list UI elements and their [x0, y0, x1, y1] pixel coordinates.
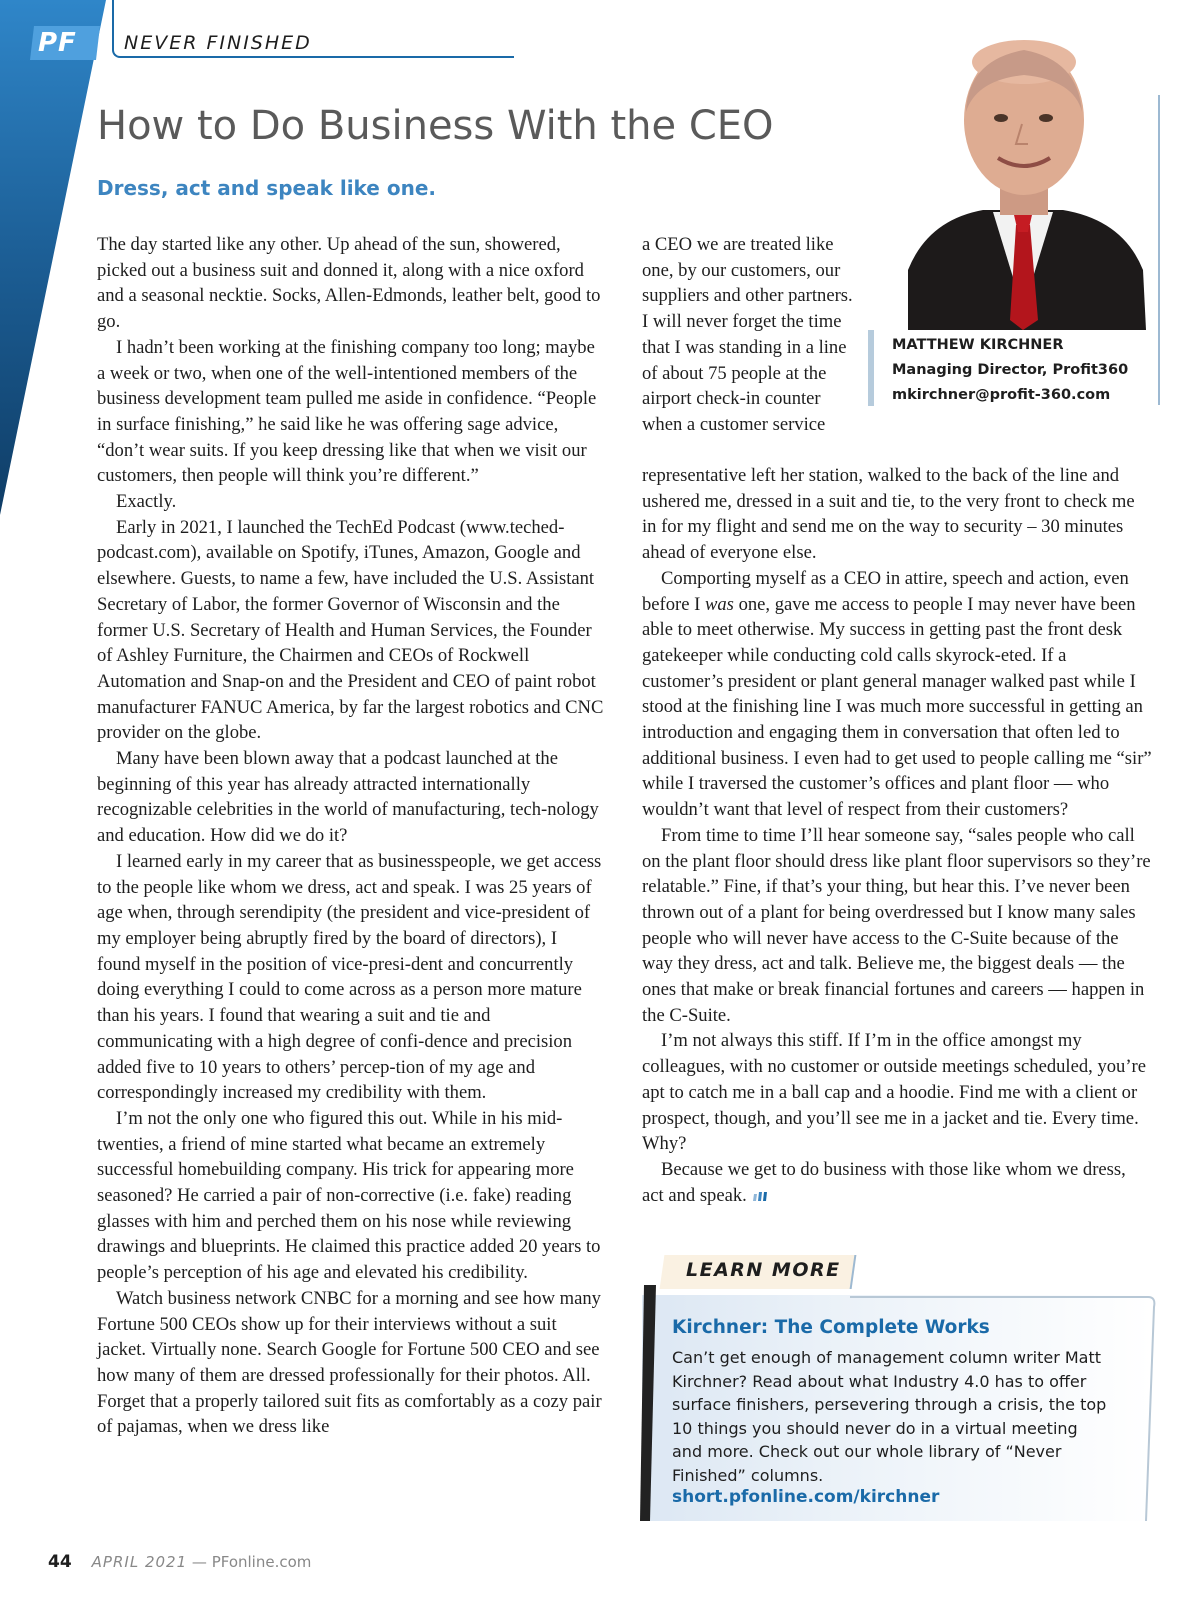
- paragraph: representative left her station, walked to the back of the line and ushered me, dressed in a suit and tie, to the very front to check me in for my flight and send me on the way to security – 30 minutes ahead of everyone else.: [642, 465, 1135, 564]
- paragraph: I’m not always this stiff. If I’m in the office amongst my colleagues, with no customer or outside meetings scheduled, you’re apt to catch me in a ball cap and a hoodie. Find me with a client or prospect, though, and you’ll see me in a jacket and tie. Every time. Why?: [642, 1030, 1146, 1155]
- left-blue-band: [0, 0, 110, 560]
- learn-more-link[interactable]: short.pfonline.com/kirchner: [672, 1487, 940, 1507]
- section-label: NEVER FINISHED: [124, 32, 312, 54]
- page-footer: [48, 1552, 311, 1572]
- author-role: Managing Director, Profit360: [892, 362, 1129, 378]
- footer-separator: —: [191, 1553, 207, 1571]
- article-column-1: [97, 232, 605, 1440]
- paragraph: Early in 2021, I launched the TechEd Podcast (www.teched-podcast.com), available on Spotify, iTunes, Amazon, Google and elsewhere. Guests, to name a few, have included the U.S. Assistant Secretary of Labor, the former Governor of Wisconsin and the former U.S. Secretary of Health and Human Services, the Founder of Ashley Furniture, the Chairmen and CEOs of Rockwell Automation and Snap-on and the President and CEO of paint robot manufacturer FANUC America, by far the largest robotics and CNC provider on the globe.: [97, 516, 604, 744]
- paragraph: Because we get to do business with those like whom we dress, act and speak.: [642, 1158, 1126, 1206]
- page-number: 44: [48, 1552, 72, 1572]
- photo-side-rule: [1158, 95, 1160, 405]
- article-column-2-top: [642, 232, 857, 438]
- author-caption: [892, 333, 1128, 408]
- learn-more-label: LEARN MORE: [686, 1259, 841, 1281]
- issue-date: APRIL 2021: [91, 1553, 188, 1571]
- learn-more-title[interactable]: Kirchner: The Complete Works: [672, 1317, 990, 1338]
- learn-more-box: [640, 1255, 1160, 1523]
- paragraph: a CEO we are treated like one, by our customers, our suppliers and other partners. I will never forget the time that I was standing in a line of about 75 people at the airport check-in counter when a customer service: [642, 234, 853, 435]
- paragraph: I hadn’t been working at the finishing company too long; maybe a week or two, when one of the well-intentioned members of the business development team pulled me aside in confidence. “People in surface finishing,” he said like he was offering sage advice, “don’t wear suits. If you keep dressing like that when we visit our customers, then people will think you’re different.”: [97, 336, 597, 487]
- article-subtitle: Dress, act and speak like one.: [97, 176, 436, 200]
- end-mark-icon: [752, 1191, 768, 1202]
- paragraph: From time to time I’ll hear someone say, “sales people who call on the plant floor should dress like plant floor supervisors so they’re relatable.” Fine, if that’s your thing, but hear this. I’ve never been thrown out of a plant for being overdressed but I know many sales people who will never have access to the C-Suite because of the way they dress, act and talk. Believe me, the biggest deals — the ones that make or break financial fortunes and careers — happen in the C-Suite.: [642, 824, 1151, 1026]
- paragraph: Exactly.: [116, 491, 177, 513]
- author-name: MATTHEW KIRCHNER: [892, 337, 1064, 353]
- learn-more-body: Can’t get enough of management column writer Matt Kirchner? Read about what Industry 4.0 has to offer surface finishers, persevering through a crisis, the top 10 things you should never do in a virtual meeting and more. Check out our whole library of “Never Finished” columns.: [672, 1348, 1107, 1485]
- paragraph: The day started like any other. Up ahead of the sun, showered, picked out a business suit and donned it, along with a nice oxford and a seasonal necktie. Socks, Allen-Edmonds, leather belt, good to go.: [97, 234, 601, 333]
- article-title: How to Do Business With the CEO: [97, 103, 774, 149]
- caption-accent-bar: [868, 330, 874, 406]
- author-photo: [888, 20, 1158, 330]
- author-email[interactable]: mkirchner@profit-360.com: [892, 387, 1111, 403]
- paragraph: Watch business network CNBC for a morning and see how many Fortune 500 CEOs show up for their interviews without a suit jacket. Virtually none. Search Google for Fortune 500 CEO and see how many of them are dressed professionally for their photos. All. Forget that a properly tailored suit fits as comfortably as a cozy pair of pajamas, when we dress like: [97, 1287, 602, 1438]
- paragraph: Comporting myself as a CEO in attire, speech and action, even before I was one, gave me access to people I may never have been able to meet otherwise. My success in getting past the front desk gatekeeper while conducting cold calls skyrock-eted. If a customer’s president or plant general manager walked past while I stood at the finishing line I was much more successful in getting an introduction and engaging them in conversation that often led to additional business. I even had to get used to people calling me “sir” while I traversed the customer’s offices and plant floor — who wouldn’t want that level of respect from their customers?: [642, 567, 1152, 821]
- publication-logo: PF: [38, 28, 77, 58]
- paragraph: I learned early in my career that as businesspeople, we get access to the people like whom we dress, act and speak. I was 25 years of age when, through serendipity (the president and vice-president of my employer being abruptly fired by the board of directors), I found myself in the position of vice-presi-dent and concurrently doing everything I could to come across as a person more mature than his years. I found that wearing a suit and tie and communicating with a high degree of confi-dence and precision added five to 10 years to others’ percep-tion of my age and correspondingly increased my credibility with them.: [97, 850, 602, 1104]
- paragraph: I’m not the only one who figured this out. While in his mid-twenties, a friend of mine started what became an extremely successful homebuilding company. His trick for appearing more seasoned? He carried a pair of non-corrective (i.e. fake) reading glasses with him and perched them on his nose while reviewing drawings and blueprints. He claimed this practice added 20 years to people’s perception of his age and elevated his credibility.: [97, 1107, 601, 1284]
- footer-site[interactable]: PFonline.com: [211, 1553, 312, 1571]
- paragraph: Many have been blown away that a podcast launched at the beginning of this year has already attracted internationally recognizable celebrities in the world of manufacturing, tech-nology and education. How did we do it?: [97, 748, 599, 847]
- article-column-2: [642, 463, 1152, 1208]
